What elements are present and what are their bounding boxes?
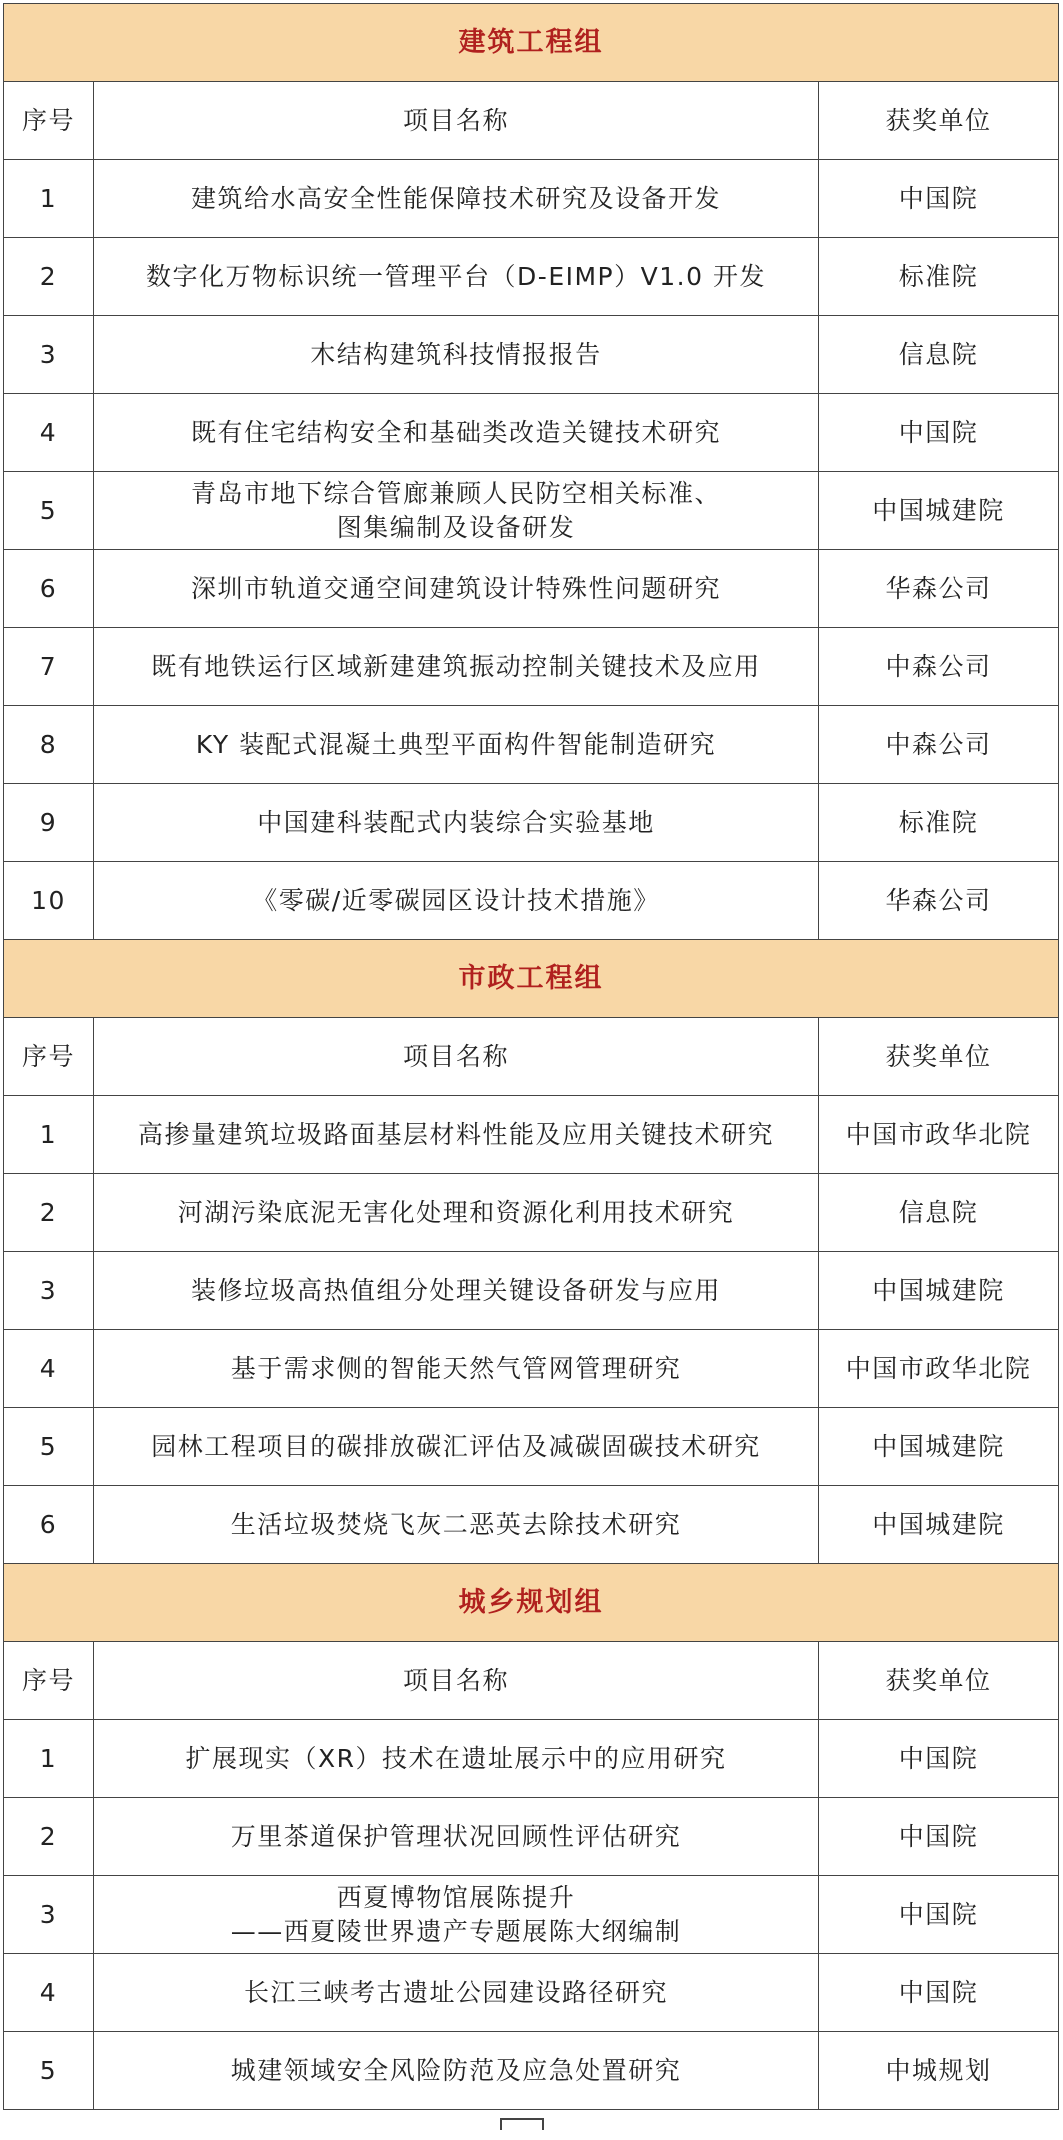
group-header-row-architecture <box>4 4 1059 82</box>
header-award-unit: 获奖单位 <box>819 1018 1059 1096</box>
awards-document <box>3 3 1058 2110</box>
row-index: 3 <box>4 316 94 394</box>
project-name-cell <box>94 1330 819 1408</box>
header-project-name: 项目名称 <box>94 82 819 160</box>
table-row <box>4 1720 1059 1798</box>
project-name-cell <box>94 1720 819 1798</box>
column-header-row <box>4 1018 1059 1096</box>
table-row <box>4 1798 1059 1876</box>
column-header-row <box>4 1642 1059 1720</box>
project-name-cell <box>94 862 819 940</box>
row-index: 3 <box>4 1252 94 1330</box>
award-unit: 中国院 <box>819 1720 1059 1798</box>
award-unit: 中国市政华北院 <box>819 1330 1059 1408</box>
project-name-line: 图集编制及设备研发 <box>336 512 576 542</box>
award-unit: 中国市政华北院 <box>819 1096 1059 1174</box>
award-unit: 中国院 <box>819 394 1059 472</box>
row-index: 9 <box>4 784 94 862</box>
row-index: 5 <box>4 472 94 550</box>
project-name-line: 园林工程项目的碳排放碳汇评估及减碳固碳技术研究 <box>151 1431 761 1461</box>
row-index: 2 <box>4 1798 94 1876</box>
project-name-cell <box>94 160 819 238</box>
header-index: 序号 <box>4 1018 94 1096</box>
project-name-cell <box>94 316 819 394</box>
award-unit: 华森公司 <box>819 862 1059 940</box>
group-title-architecture: 建筑工程组 <box>4 4 1059 82</box>
column-header-row <box>4 82 1059 160</box>
row-index: 1 <box>4 1720 94 1798</box>
table-row <box>4 628 1059 706</box>
table-row <box>4 1174 1059 1252</box>
project-name-cell <box>94 1486 819 1564</box>
award-unit: 信息院 <box>819 1174 1059 1252</box>
project-name-line: 城建领域安全风险防范及应急处置研究 <box>230 2055 682 2085</box>
table-row <box>4 1876 1059 1954</box>
award-unit: 中国城建院 <box>819 1252 1059 1330</box>
project-name-line: ——西夏陵世界遗产专题展陈大纲编制 <box>230 1916 682 1946</box>
award-unit: 中城规划 <box>819 2032 1059 2110</box>
row-index: 5 <box>4 2032 94 2110</box>
project-name-line: 装修垃圾高热值组分处理关键设备研发与应用 <box>190 1275 721 1305</box>
row-index: 3 <box>4 1876 94 1954</box>
table-row <box>4 1252 1059 1330</box>
project-name-cell <box>94 706 819 784</box>
group-header-row-municipal <box>4 940 1059 1018</box>
row-index: 2 <box>4 1174 94 1252</box>
table-row <box>4 1330 1059 1408</box>
table-row <box>4 472 1059 550</box>
award-unit: 中国院 <box>819 1876 1059 1954</box>
group-title-planning: 城乡规划组 <box>4 1564 1059 1642</box>
award-unit: 中森公司 <box>819 706 1059 784</box>
project-name-line: 深圳市轨道交通空间建筑设计特殊性问题研究 <box>190 573 721 603</box>
project-name-line: 青岛市地下综合管廊兼顾人民防空相关标准、 <box>190 478 721 508</box>
award-unit: 信息院 <box>819 316 1059 394</box>
project-name-line: 建筑给水高安全性能保障技术研究及设备开发 <box>190 183 721 213</box>
header-project-name: 项目名称 <box>94 1642 819 1720</box>
project-name-cell <box>94 238 819 316</box>
project-name-line: 西夏博物馆展陈提升 <box>336 1882 576 1912</box>
group-title-municipal: 市政工程组 <box>4 940 1059 1018</box>
project-name-line: KY 装配式混凝土典型平面构件智能制造研究 <box>195 729 717 759</box>
row-index: 5 <box>4 1408 94 1486</box>
project-name-line: 河湖污染底泥无害化处理和资源化利用技术研究 <box>177 1197 735 1227</box>
award-unit: 中国院 <box>819 160 1059 238</box>
table-row <box>4 1408 1059 1486</box>
project-name-line: 数字化万物标识统一管理平台（D-EIMP）V1.0 开发 <box>146 261 766 291</box>
table-row <box>4 706 1059 784</box>
project-name-cell <box>94 1798 819 1876</box>
award-unit: 标准院 <box>819 238 1059 316</box>
project-name-line: 长江三峡考古遗址公园建设路径研究 <box>243 1977 668 2007</box>
table-row <box>4 2032 1059 2110</box>
row-index: 8 <box>4 706 94 784</box>
project-name-cell <box>94 1876 819 1954</box>
project-name-line: 木结构建筑科技情报报告 <box>310 339 602 369</box>
table-row <box>4 862 1059 940</box>
project-name-cell <box>94 1252 819 1330</box>
row-index: 4 <box>4 1330 94 1408</box>
project-name-line: 高掺量建筑垃圾路面基层材料性能及应用关键技术研究 <box>137 1119 774 1149</box>
award-unit: 中国城建院 <box>819 1408 1059 1486</box>
table-row <box>4 160 1059 238</box>
project-name-cell <box>94 784 819 862</box>
project-name-cell <box>94 394 819 472</box>
table-row <box>4 1954 1059 2032</box>
project-name-line: 基于需求侧的智能天然气管网管理研究 <box>230 1353 682 1383</box>
table-row <box>4 550 1059 628</box>
project-name-line: 《零碳/近零碳园区设计技术措施》 <box>252 885 660 915</box>
award-unit: 中国院 <box>819 1954 1059 2032</box>
project-name-line: 既有住宅结构安全和基础类改造关键技术研究 <box>190 417 721 447</box>
table-row <box>4 784 1059 862</box>
header-index: 序号 <box>4 82 94 160</box>
table-row <box>4 394 1059 472</box>
header-award-unit: 获奖单位 <box>819 82 1059 160</box>
project-name-line: 中国建科装配式内装综合实验基地 <box>257 807 655 837</box>
award-unit: 标准院 <box>819 784 1059 862</box>
project-name-cell <box>94 550 819 628</box>
table-row <box>4 316 1059 394</box>
project-name-cell <box>94 2032 819 2110</box>
table-row <box>4 1096 1059 1174</box>
project-name-cell <box>94 1174 819 1252</box>
row-index: 4 <box>4 1954 94 2032</box>
header-award-unit: 获奖单位 <box>819 1642 1059 1720</box>
table-row <box>4 1486 1059 1564</box>
group-header-row-planning <box>4 1564 1059 1642</box>
header-project-name: 项目名称 <box>94 1018 819 1096</box>
row-index: 6 <box>4 1486 94 1564</box>
award-unit: 华森公司 <box>819 550 1059 628</box>
project-name-cell <box>94 1954 819 2032</box>
page-edge-mark <box>500 2118 544 2130</box>
project-name-line: 扩展现实（XR）技术在遗址展示中的应用研究 <box>185 1743 727 1773</box>
row-index: 10 <box>4 862 94 940</box>
project-name-cell <box>94 1096 819 1174</box>
header-index: 序号 <box>4 1642 94 1720</box>
row-index: 1 <box>4 1096 94 1174</box>
row-index: 6 <box>4 550 94 628</box>
awards-table-body <box>4 4 1059 2110</box>
project-name-line: 万里茶道保护管理状况回顾性评估研究 <box>230 1821 682 1851</box>
award-unit: 中国城建院 <box>819 472 1059 550</box>
award-unit: 中国院 <box>819 1798 1059 1876</box>
row-index: 7 <box>4 628 94 706</box>
row-index: 2 <box>4 238 94 316</box>
project-name-line: 既有地铁运行区域新建建筑振动控制关键技术及应用 <box>151 651 761 681</box>
project-name-cell <box>94 628 819 706</box>
project-name-cell <box>94 1408 819 1486</box>
table-row <box>4 238 1059 316</box>
award-unit: 中国城建院 <box>819 1486 1059 1564</box>
project-name-cell <box>94 472 819 550</box>
awards-table <box>3 3 1059 2110</box>
row-index: 4 <box>4 394 94 472</box>
award-unit: 中森公司 <box>819 628 1059 706</box>
project-name-line: 生活垃圾焚烧飞灰二恶英去除技术研究 <box>230 1509 682 1539</box>
row-index: 1 <box>4 160 94 238</box>
